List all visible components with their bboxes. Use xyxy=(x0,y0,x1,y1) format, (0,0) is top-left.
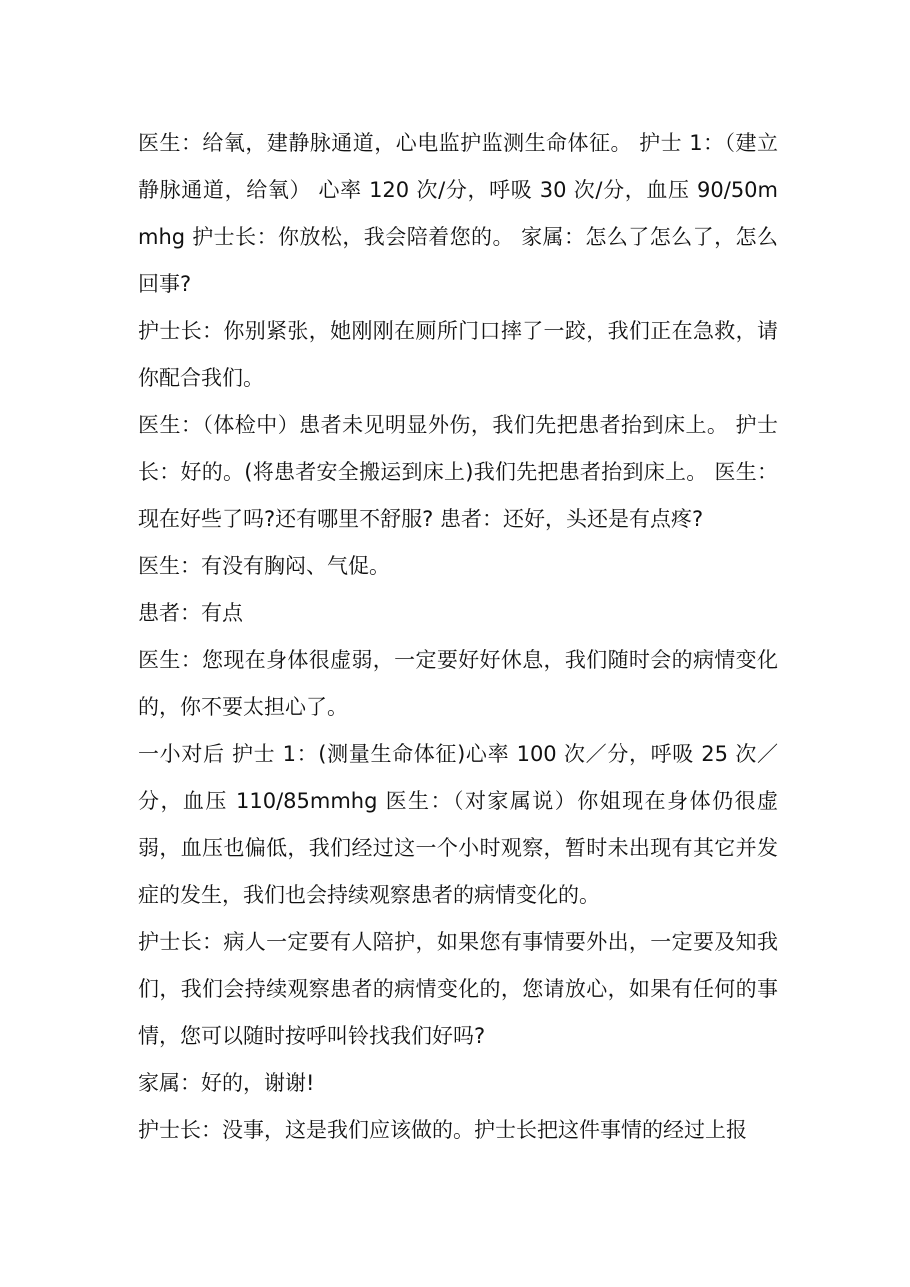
paragraph: 护士长：你别紧张，她刚刚在厕所门口摔了一跤，我们正在急救，请你配合我们。 xyxy=(138,319,778,390)
paragraph: 护士长：病人一定要有人陪护，如果您有事情要外出，一定要及知我们，我们会持续观察患者的病情变化的，您请放心，如果有任何的事情，您可以随时按呼叫铃找我们好吗? xyxy=(138,930,778,1048)
paragraph: 患者：有点 xyxy=(138,601,243,625)
paragraph: 医生：有没有胸闷、气促。 xyxy=(138,554,390,578)
paragraph: 一小对后 护士 1：(测量生命体征)心率 100 次／分，呼吸 25 次／分，血压 110/85mmhg 医生：（对家属说）你姐现在身体仍很虚弱，血压也偏低，我们经过这一个小时观察，暂时未出现有其它并发症的发生，我们也会持续观察患者的病情变化的。 xyxy=(138,742,778,907)
paragraph: 医生：（体检中）患者未见明显外伤，我们先把患者抬到床上。 护士长：好的。(将患者安全搬运到床上)我们先把患者抬到床上。 医生：现在好些了吗?还有哪里不舒服? 患者：还好，头还是有点疼? xyxy=(138,413,778,531)
paragraph: 护士长：没事，这是我们应该做的。护士长把这件事情的经过上报 xyxy=(138,1118,747,1142)
paragraph: 家属：好的，谢谢! xyxy=(138,1071,315,1095)
paragraph: 医生：给氧，建静脉通道，心电监护监测生命体征。 护士 1：（建立静脉通道，给氧） 心率 120 次/分，呼吸 30 次/分，血压 90/50mmhg 护士长：你放松，我会陪着您的。 家属：怎么了怎么了，怎么回事? xyxy=(138,131,778,296)
paragraph: 医生：您现在身体很虚弱，一定要好好休息，我们随时会的病情变化的，你不要太担心了。 xyxy=(138,648,778,719)
document-body xyxy=(138,120,778,1154)
